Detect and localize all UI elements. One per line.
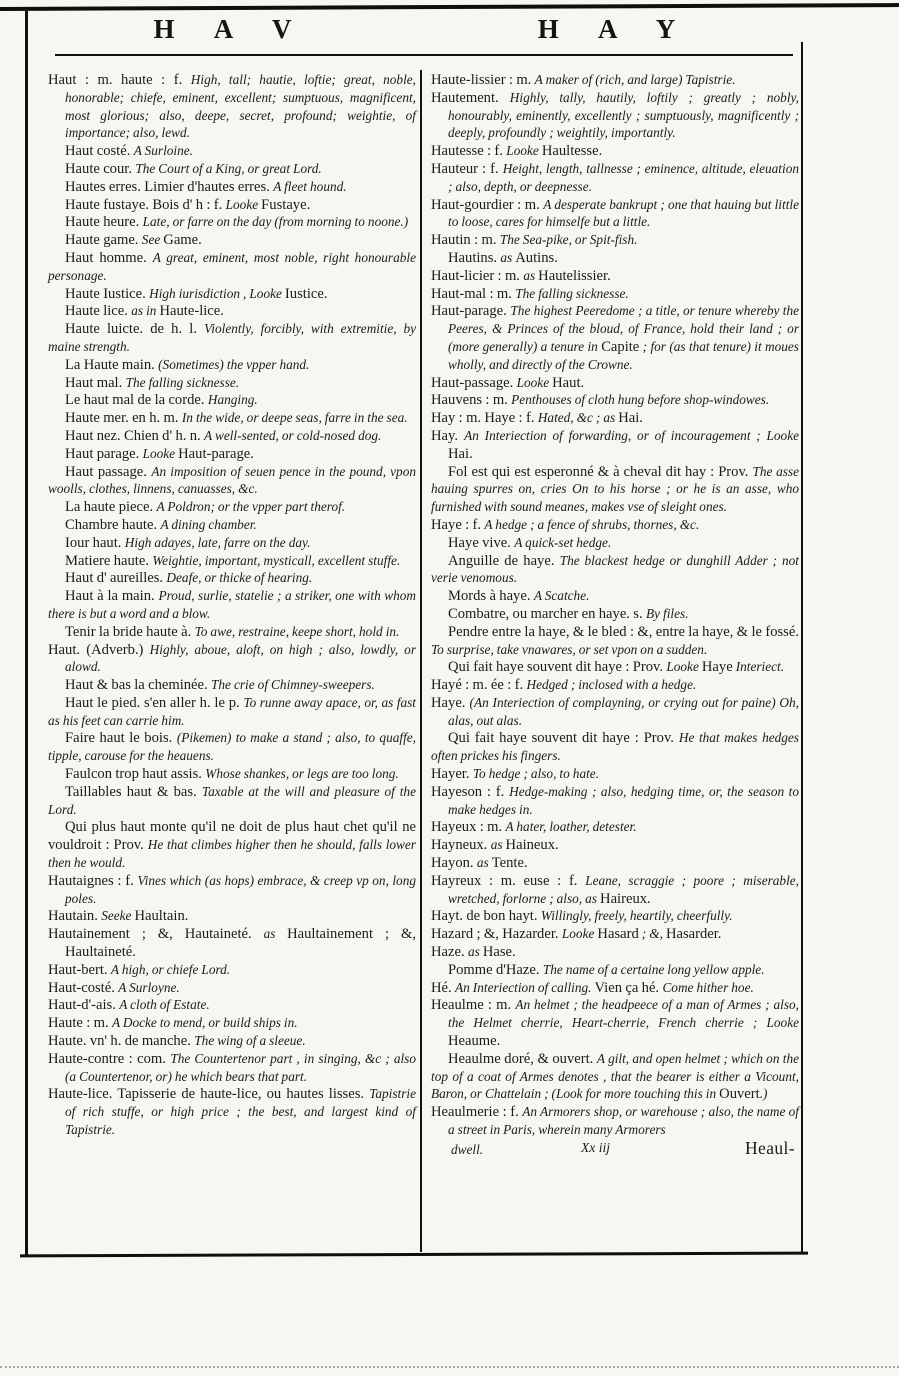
- dictionary-entry: [431, 766, 799, 784]
- dictionary-entry: [431, 1104, 799, 1140]
- dictionary-entry: [431, 873, 799, 909]
- dictionary-entry: [431, 606, 799, 624]
- dictionary-entry: [431, 232, 799, 250]
- gloss-text: Whose shankes, or legs are too long.: [205, 766, 399, 782]
- gloss-text: Taxable at the will and pleasure of the Lord.: [48, 783, 416, 817]
- headword-text: Haut mal.: [65, 374, 126, 391]
- headword-text: Hay : m. Haye : f.: [431, 410, 538, 427]
- dictionary-entry: [48, 535, 416, 553]
- headword-text: Hai.: [618, 410, 643, 427]
- gloss-text: Leane, scraggie ; poore ; miserable, wretched, forlorne ; also, as: [448, 872, 799, 906]
- dictionary-entry: [48, 980, 416, 998]
- headword-text: Vien ça hé.: [594, 979, 663, 996]
- dictionary-entry: [48, 908, 416, 926]
- dictionary-entry: [431, 588, 799, 606]
- headword-text: Haute-lissier : m.: [431, 72, 535, 88]
- dictionary-entry: [48, 250, 416, 286]
- headword-text: Haut-gourdier : m.: [431, 196, 544, 213]
- dictionary-entry: [431, 90, 799, 143]
- dictionary-entry: [431, 962, 799, 980]
- dictionary-entry: [48, 232, 416, 250]
- headword-text: Haute cour.: [65, 160, 136, 177]
- dictionary-entry: [48, 179, 416, 197]
- dictionary-entry: [48, 517, 416, 535]
- headword-text: Hautaignes : f.: [48, 872, 138, 889]
- headword-text: Hautement.: [431, 89, 510, 106]
- headword-text: La Haute main.: [65, 356, 159, 373]
- headword-text: Qui fait haye souvent dit haye : Prov.: [448, 730, 679, 747]
- headword-text: Chambre haute.: [65, 516, 161, 533]
- gloss-text: See: [141, 232, 164, 248]
- dictionary-entry: [48, 499, 416, 517]
- gloss-text: An Interiection of calling.: [455, 979, 595, 995]
- headword-text: Hauteur : f.: [431, 160, 503, 177]
- headword-text: Pomme d'Haze.: [448, 961, 543, 978]
- gloss-text: Tapistrie of rich stuffe, or high price ; the best, and largest kind of Tapistrie.: [65, 1086, 416, 1138]
- gloss-text: A hater, loather, detester.: [505, 819, 637, 835]
- headword-text: Haute luicte. de h. l.: [65, 321, 205, 338]
- gloss-text: An Armorers shop, or warehouse ; also, the name of a street in Paris, wherein many Armorers: [448, 1104, 799, 1138]
- dictionary-entry: [431, 286, 799, 304]
- dictionary-entry: [431, 553, 799, 589]
- dictionary-entry: [431, 268, 799, 286]
- headword-text: Hase.: [482, 944, 516, 961]
- gloss-text: (Pikemen) to make a stand ; also, to quaffe, tipple, carouse for the heauens.: [48, 730, 416, 764]
- headword-text: Iour haut.: [65, 534, 125, 551]
- dictionary-entry: [48, 392, 416, 410]
- headword-text: Fol est qui est esperonné & à cheval dit hay : Prov.: [448, 463, 753, 480]
- gloss-text: Hedged ; inclosed with a hedge.: [526, 677, 697, 693]
- headword-text: Combatre, ou marcher en haye. s.: [448, 605, 646, 622]
- dictionary-entry: [431, 197, 799, 233]
- headword-text: Haye.: [431, 694, 470, 711]
- gloss-text: The asse hauing spurres on, cries On to his horse ; or he is an asse, who furnished with sound meanes, makes vse of sleight ones.: [431, 463, 799, 515]
- headword-text: Haut & bas la cheminée.: [65, 677, 212, 694]
- headword-text: Haultesse.: [541, 143, 603, 160]
- headword-text: Haute lice.: [65, 303, 132, 320]
- dictionary-entry: [48, 962, 416, 980]
- column-divider-rule: [420, 70, 422, 1252]
- headword-text: Haute : m.: [48, 1015, 112, 1032]
- gloss-text: A well-sented, or cold-nosed dog.: [204, 427, 382, 443]
- dictionary-entry: [431, 464, 799, 517]
- headword-text: Haut-costé.: [48, 979, 119, 996]
- headword-text: Hautain.: [48, 908, 102, 925]
- gloss-text: Late, or farre on the day (from morning to noone.): [142, 214, 409, 230]
- header-rule: [55, 54, 793, 56]
- headword-text: Hay.: [431, 427, 465, 444]
- headword-text: Hayé : m. ée : f.: [431, 677, 527, 694]
- headword-text: Faire haut le bois.: [65, 730, 177, 747]
- dictionary-entry: [431, 1051, 799, 1104]
- dictionary-entry: [48, 926, 416, 962]
- dictionary-entry: [431, 730, 799, 766]
- headword-text: Haultain.: [134, 908, 189, 925]
- gloss-text: The falling sicknesse.: [125, 374, 240, 390]
- dictionary-entry: [431, 72, 799, 90]
- headword-text: Haut d' aureilles.: [65, 570, 167, 587]
- gloss-text: The highest Peeredome ; a title, or tenure whereby the Peeres, & Princes of the bloud, of France, hold their land ; or (more generally) a tenure in: [448, 303, 799, 354]
- headword-text: Ouvert: [719, 1086, 760, 1103]
- gloss-text: ; &,: [638, 926, 666, 942]
- gloss-text: as: [500, 249, 516, 265]
- headword-text: Haute heure.: [65, 214, 143, 231]
- scan-top-edge-line: [0, 3, 899, 11]
- gloss-text: as: [523, 267, 539, 283]
- gloss-text: (An Interiection of complayning, or crying out for paine) Oh, alas, out alas.: [448, 694, 799, 728]
- headword-text: Tente.: [491, 855, 528, 872]
- dictionary-entry: [48, 1051, 416, 1087]
- dictionary-entry: [48, 1033, 416, 1051]
- dictionary-entry: [48, 143, 416, 161]
- gloss-text: as: [490, 837, 506, 853]
- gloss-text: The crie of Chimney-sweepers.: [211, 677, 375, 693]
- dictionary-entry: [48, 553, 416, 571]
- headword-text: Haut costé.: [65, 143, 134, 160]
- gloss-text: A great, eminent, most noble, right honourable personage.: [48, 249, 416, 283]
- gloss-text: The wing of a sleeue.: [194, 1033, 306, 1049]
- dictionary-entry: [431, 980, 799, 998]
- headword-text: Hauvens : m.: [431, 392, 512, 409]
- headword-text: Faulcon trop haut assis.: [65, 766, 206, 783]
- dictionary-entry: [431, 677, 799, 695]
- gloss-text: Looke: [516, 374, 553, 390]
- page-frame-bottom-rule: [20, 1252, 808, 1258]
- gloss-text: A Docke to mend, or build ships in.: [111, 1015, 298, 1031]
- headword-text: Hautesse : f.: [431, 143, 507, 160]
- headword-text: Hazard ; &, Hazarder.: [431, 926, 562, 943]
- dictionary-entry: [48, 375, 416, 393]
- dictionary-entry: [48, 784, 416, 820]
- headword-text: Haineux.: [505, 837, 559, 854]
- dictionary-entry: [431, 303, 799, 374]
- headword-text: Hayon.: [431, 855, 477, 872]
- dictionary-entry: [48, 410, 416, 428]
- gloss-text: High iurisdiction , Looke: [149, 285, 285, 301]
- gloss-text: The Countertenor part , in singing, &c ; also (a Countertenor, or) he which bears that part.: [65, 1050, 416, 1084]
- headword-text: Hayt. de bon hayt.: [431, 908, 541, 925]
- headword-text: Haut-d'-ais.: [48, 997, 120, 1014]
- dictionary-entry: [48, 766, 416, 784]
- headword-text: Hautainement ; &, Hautaineté.: [48, 926, 264, 943]
- dictionary-entry: [431, 143, 799, 161]
- dictionary-entry: [431, 535, 799, 553]
- gloss-text: An Interiection of forwarding, or of incouragement ; Looke: [464, 427, 799, 443]
- dictionary-entry: [431, 250, 799, 268]
- gloss-text: A Surloyne.: [118, 979, 180, 995]
- gloss-text: (Sometimes) the vpper hand.: [158, 356, 310, 372]
- headword-text: Haute-lice. Tapisserie de haute-lice, ou hautes lisses.: [48, 1086, 370, 1103]
- gloss-text: A desperate bankrupt ; one that hauing but little to loose, cares for himselfe but a little.: [448, 196, 799, 230]
- gloss-text: Seeke: [101, 908, 135, 924]
- running-head-right: H A Y: [537, 14, 693, 44]
- headword-text: Capite: [601, 338, 640, 355]
- gloss-text: The name of a certaine long yellow apple.: [542, 961, 765, 977]
- gloss-text: Willingly, freely, heartily, cheerfully.: [540, 908, 733, 924]
- scan-bottom-edge-line: [0, 1366, 899, 1368]
- gloss-text: Weightie, important, mysticall, excellent stuffe.: [152, 552, 401, 568]
- gloss-text: as: [263, 926, 288, 942]
- dictionary-entry: [48, 286, 416, 304]
- dictionary-entry: [48, 624, 416, 642]
- headword-text: Haut-licier : m.: [431, 267, 524, 284]
- headword-text: Haut homme.: [65, 249, 153, 266]
- headword-text: Haye: [701, 659, 733, 676]
- gloss-text: Looke: [666, 659, 702, 675]
- headword-text: Haute fustaye. Bois d' h : f.: [65, 196, 226, 213]
- dictionary-entry: [431, 517, 799, 535]
- gloss-text: A high, or chiefe Lord.: [110, 961, 231, 977]
- gloss-text: A dining chamber.: [160, 516, 257, 532]
- headword-text: Haut parage.: [65, 445, 143, 462]
- gloss-text: Violently, forcibly, with extremitie, by maine strength.: [48, 321, 416, 354]
- dictionary-entry: [48, 1015, 416, 1033]
- headword-text: Haut-bert.: [48, 961, 111, 978]
- dictionary-entry: [431, 819, 799, 837]
- gloss-text: as in: [131, 303, 160, 319]
- dictionary-entry: [48, 428, 416, 446]
- dictionary-entry: [48, 321, 416, 357]
- headword-text: Hasard: [597, 926, 639, 943]
- gloss-text: He that makes hedges often prickes his fingers.: [431, 730, 799, 764]
- headword-text: Haut nez. Chien d' h. n.: [65, 427, 205, 444]
- headword-text: Hai.: [448, 445, 473, 462]
- gloss-text: High, tall; hautie, loftie; great, noble, honorable; chiefe, eminent, excellent; sumptuous, magnificent, most glorious; also, deepe, secret, profound; weightie, of importance; also, lewd.: [65, 72, 416, 141]
- gloss-text: To surprise, take vnawares, or set vpon on a sudden.: [431, 641, 708, 657]
- headword-text: Haye vive.: [448, 534, 515, 551]
- colophon-line: [431, 1137, 799, 1158]
- headword-text: Fustaye.: [261, 196, 311, 213]
- gloss-text: Looke: [506, 143, 542, 159]
- gloss-text: ; for (as that tenure) it moues wholly, and directly of the Crowne.: [448, 338, 799, 372]
- gloss-text: Highly, aboue, aloft, on high ; also, lowdly, or alowd.: [65, 641, 416, 675]
- dictionary-entry: [48, 997, 416, 1015]
- headword-text: Haut-passage.: [431, 374, 517, 391]
- dictionary-entry: [48, 642, 416, 678]
- headword-text: Haute-lice.: [159, 303, 224, 320]
- gloss-text: A quick-set hedge.: [514, 534, 612, 550]
- dictionary-entry: [431, 428, 799, 464]
- dictionary-entry: [48, 873, 416, 909]
- gloss-text: Hated, &c ; as: [537, 410, 619, 426]
- dictionary-entry: [431, 837, 799, 855]
- left-column: [48, 72, 416, 1140]
- gloss-text: Height, length, tallnesse ; eminence, altitude, eleuation ; also, depth, or deepnesse.: [448, 160, 799, 194]
- headword-text: Haute. vn' h. de manche.: [48, 1033, 195, 1050]
- headword-text: Heaulmerie : f.: [431, 1104, 523, 1121]
- dictionary-entry: [48, 303, 416, 321]
- gloss-text: Looke: [225, 196, 262, 212]
- dictionary-entry: [431, 161, 799, 197]
- gloss-text: Looke: [142, 445, 179, 461]
- gloss-text: Hedge-making ; also, hedging time, or, the season to make hedges in.: [448, 783, 799, 817]
- dictionary-entry: [48, 464, 416, 500]
- gloss-text: By files.: [645, 605, 689, 621]
- gloss-text: as: [476, 855, 492, 871]
- gloss-text: An imposition of seuen pence in the pound, vpon woolls, clothes, linnens, canuasses, &c.: [48, 463, 417, 497]
- gloss-text: In the wide, or deepe seas, farre in the sea.: [181, 410, 408, 426]
- headword-text: Hé.: [431, 979, 456, 996]
- headword-text: Autins.: [515, 249, 558, 266]
- gloss-text: An helmet ; the headpeece of a man of Armes ; also, the Helmet cherrie, Heart-cherrie, French cherrie ; Looke: [448, 997, 799, 1031]
- page-frame-right-rule: [801, 42, 803, 1254]
- headword-text: Iustice.: [284, 285, 328, 302]
- dictionary-entry: [431, 997, 799, 1050]
- dictionary-entry: [431, 908, 799, 926]
- dictionary-entry: [48, 588, 416, 624]
- dictionary-entry: [48, 570, 416, 588]
- gloss-text: To hedge ; also, to hate.: [472, 766, 600, 782]
- gloss-text: as: [467, 944, 483, 960]
- headword-text: Hautins.: [448, 249, 501, 266]
- dictionary-entry: [431, 695, 799, 731]
- headword-text: Haute game.: [65, 232, 142, 249]
- gloss-text: A cloth of Estate.: [119, 997, 210, 1013]
- headword-text: Haute-contre : com.: [48, 1050, 171, 1067]
- gloss-text: A Poldron; or the vpper part therof.: [156, 499, 346, 515]
- headword-text: Qui fait haye souvent dit haye : Prov.: [448, 659, 667, 676]
- gloss-text: Proud, surlie, statelie ; a striker, one with whom there is but a word and a blow.: [48, 588, 416, 621]
- gloss-text: The falling sicknesse.: [515, 285, 629, 301]
- dictionary-entry: [48, 695, 416, 731]
- headword-text: Haut-mal : m.: [431, 285, 516, 302]
- dictionary-entry: [431, 659, 799, 677]
- headword-text: Le haut mal de la corde.: [65, 392, 208, 409]
- dictionary-entry: [431, 855, 799, 873]
- dictionary-entry: [48, 357, 416, 375]
- headword-text: Haye : f.: [431, 516, 485, 533]
- gloss-text: To runne away apace, or, as fast as his feet can carrie him.: [48, 694, 416, 728]
- catchword: Heaul-: [744, 1137, 795, 1158]
- gloss-text: Highly, tally, hautily, loftily ; greatly ; nobly, honourably, eminently, excellently ; sumptuously, magnificently ; deeply, profoundly ; weightily, importantly.: [448, 89, 800, 141]
- dictionary-entry: [431, 784, 799, 820]
- headword-text: Hayer.: [431, 766, 473, 783]
- gloss-text: A fleet hound.: [273, 178, 347, 194]
- headword-text: Hautes erres. Limier d'hautes erres.: [65, 178, 274, 195]
- headword-text: Haut-parage.: [178, 445, 254, 462]
- gloss-text: Deafe, or thicke of hearing.: [166, 570, 313, 586]
- headword-text: Haut-parage.: [431, 303, 511, 320]
- headword-text: Tenir la bride haute à.: [65, 623, 195, 640]
- dictionary-entry: [431, 944, 799, 962]
- headword-text: Haut : m. haute : f.: [48, 72, 191, 88]
- gloss-text: Penthouses of cloth hung before shop-windowes.: [511, 392, 770, 408]
- gloss-text: Vines which (as hops) embrace, & creep vp on, long poles.: [65, 872, 416, 906]
- gloss-text: To awe, restraine, keepe short, hold in.: [194, 623, 400, 639]
- headword-text: Taillables haut & bas.: [65, 783, 202, 800]
- headword-text: Heaulme doré, & ouvert.: [448, 1050, 597, 1067]
- gloss-text: .): [759, 1086, 768, 1102]
- gloss-text: Interiect.: [732, 659, 785, 675]
- headword-text: Haze.: [431, 944, 468, 961]
- headword-text: Qui plus haut monte qu'il ne doit de plus haut chet qu'il ne vouldroit : Prov.: [48, 819, 416, 854]
- headword-text: Heaulme : m.: [431, 997, 516, 1014]
- headword-text: Hayneux.: [431, 837, 491, 854]
- gloss-text: The Court of a King, or great Lord.: [135, 160, 322, 176]
- gloss-text: A maker of (rich, and large) Tapistrie.: [534, 72, 736, 87]
- dictionary-entry: [48, 677, 416, 695]
- headword-text: Hayeux : m.: [431, 819, 506, 836]
- headword-text: Mords à haye.: [448, 588, 534, 605]
- headword-text: Game.: [163, 232, 202, 249]
- headword-text: Hayeson : f.: [431, 783, 510, 800]
- headword-text: Hayreux : m. euse : f.: [431, 872, 586, 889]
- headword-text: Haireux.: [600, 890, 651, 907]
- dictionary-entry: [431, 926, 799, 944]
- gloss-text: Come hither hoe.: [662, 979, 754, 995]
- headword-text: Heaume.: [448, 1033, 501, 1050]
- gloss-text: Hanging.: [207, 392, 258, 408]
- gloss-text: A gilt, and open helmet ; which on the top of a coat of Armes denotes , that the bearer is either a Vicount, Baron, or Chattelain ; (Look for more touching this in: [431, 1050, 799, 1102]
- dictionary-entry: [431, 392, 799, 410]
- headword-text: Pendre entre la haye, & le bled : &, entre la haye, & le fossé.: [448, 623, 799, 640]
- gloss-text: A hedge ; a fence of shrubs, thornes, &c.: [484, 516, 700, 532]
- page-frame-left-rule: [25, 11, 28, 1257]
- headword-text: Anguille de haye.: [448, 552, 560, 569]
- headword-text: Hautin : m.: [431, 232, 500, 249]
- dictionary-entry: [48, 1086, 416, 1139]
- dictionary-entry: [48, 72, 416, 143]
- dictionary-entry: [48, 730, 416, 766]
- dictionary-entry: [48, 446, 416, 464]
- gloss-text: A Surloine.: [133, 143, 193, 159]
- signature-mark: Xx iij: [581, 1139, 611, 1155]
- gloss-text: A Scatche.: [533, 588, 590, 604]
- dictionary-entry: [431, 624, 799, 660]
- headword-text: Haut.: [552, 374, 585, 391]
- headword-text: Matiere haute.: [65, 552, 153, 569]
- dictionary-entry: [431, 410, 799, 428]
- dictionary-entry: [48, 161, 416, 179]
- headword-text: Hautelissier.: [538, 267, 611, 284]
- headword-text: Haultainement ; &, Haultaineté.: [65, 926, 416, 961]
- gloss-text: The Sea-pike, or Spit-fish.: [499, 232, 638, 248]
- right-column: [431, 72, 799, 1157]
- gloss-text: He that climbes higher then he should, falls lower then he would.: [48, 837, 416, 871]
- gloss-text: The blackest hedge or dunghill Adder ; not verie venomous.: [431, 552, 799, 586]
- headword-text: Haut passage.: [65, 463, 152, 480]
- headword-text: La haute piece.: [65, 499, 157, 516]
- headword-text: Haut à la main.: [65, 588, 159, 605]
- dictionary-entry: [48, 819, 416, 872]
- headword-text: Haute mer. en h. m.: [65, 410, 182, 427]
- headword-text: Hasarder.: [665, 926, 722, 943]
- dictionary-entry: [48, 197, 416, 215]
- headword-text: Haut le pied. s'en aller h. le p.: [65, 694, 244, 711]
- headword-text: Haute Iustice.: [65, 285, 150, 302]
- running-head-left: H A V: [153, 14, 309, 44]
- gloss-text: Looke: [561, 926, 598, 942]
- gloss-text: High adayes, late, farre on the day.: [124, 534, 311, 550]
- headword-text: Haut. (Adverb.): [48, 641, 150, 658]
- dictionary-entry: [48, 214, 416, 232]
- dictionary-entry: [431, 375, 799, 393]
- entry-last-word: dwell.: [451, 1141, 484, 1157]
